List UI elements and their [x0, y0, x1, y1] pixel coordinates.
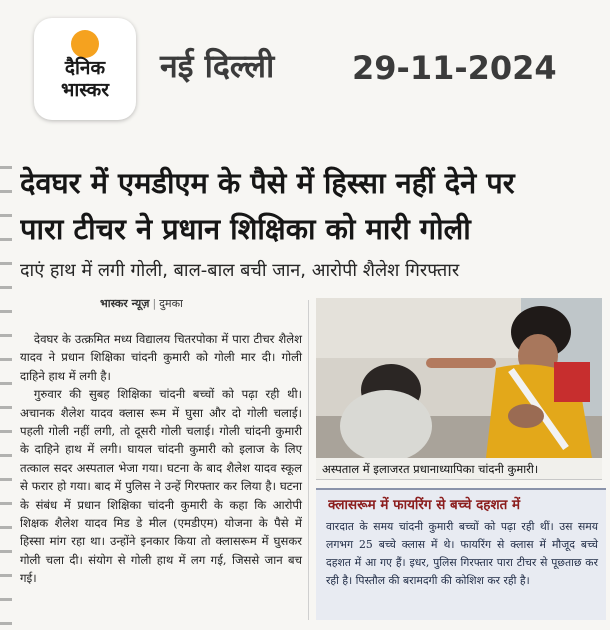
byline-place: दुमका [159, 297, 183, 310]
adjacent-column-edge [0, 150, 12, 630]
byline [100, 296, 183, 312]
sidebar-body: वारदात के समय चांदनी कुमारी बच्चों को पढ़ा रही थीं। उस समय लगभग 25 बच्चे क्लास में थे। फायरिंग से क्लास में मौजूद बच्चे दहशत में आ गए हैं। इधर, पुलिस गिरफ्तार पारा टीचर से पूछताछ कर रही है। पिस्तौल की बरामदगी की कोशिश कर रही है। [326, 520, 598, 587]
sidebar-title: क्लासरूम में फायरिंग से बच्चे दहशत में [328, 497, 521, 513]
headline-line-2: पारा टीचर ने प्रधान शिक्षिका को मारी गोली [20, 212, 471, 246]
hospital-photo-illustration [316, 298, 602, 458]
hospital-photo [316, 298, 602, 458]
photo-caption: अस्पताल में इलाजरत प्रधानाध्यापिका चांदनी कुमारी। [316, 458, 602, 480]
logo-text-line1: दैनिक [64, 57, 106, 79]
edition-date: 29-11-2024 [352, 49, 557, 87]
article-body [20, 330, 302, 588]
byline-separator: | [152, 297, 157, 310]
sidebar-box [316, 488, 606, 620]
article-paragraph-1: देवघर के उत्क्रमित मध्य विद्यालय चितरपोका में पारा टीचर शैलेश यादव ने प्रधान शिक्षिका चांदनी कुमारी को गोली मार दी। गोली दाहिने हाथ में लगी है। [20, 332, 302, 383]
logo-text-line2: भास्कर [60, 79, 110, 101]
column-divider [308, 300, 309, 620]
byline-source: भास्कर न्यूज़ [100, 297, 150, 310]
subheadline: दाएं हाथ में लगी गोली, बाल-बाल बची जान, आरोपी शैलेश गिरफ्तार [20, 260, 460, 281]
dainik-bhaskar-logo [34, 18, 136, 120]
article-paragraph-2: गुरुवार की सुबह शिक्षिका चांदनी बच्चों को पढ़ा रही थी। अचानक शैलेश यादव क्लास रूम में घुसा और दो गोली चलाई। पहली गोली नहीं लगी, तो दूसरी गोली चलाई। गोली चांदनी कुमारी के दाहिने हाथ में लगी। घायल चांदनी कुमारी को इलाज के लिए तत्काल सदर अस्पताल भेजा गया। घटना के बाद शैलेश यादव स्कूल से फरार हो गया। बाद में पुलिस ने उन्हें गिरफ्तार कर लिया है। घटना के संबंध में प्रधान शिक्षिका चांदनी कुमारी के कहा कि आरोपी शिक्षक शैलेश यादव मिड डे मील (एमडीएम) योजना के पैसे में हिस्सा मांग रहा था। उन्होंने इनकार किया तो क्लासरूम में घुसकर गोली चला दी। संयोग से गोली हाथ में लग गई, जिससे जान बच गई। [20, 387, 302, 586]
headline-line-1: देवघर में एमडीएम के पैसे में हिस्सा नहीं देने पर [20, 166, 515, 200]
edition-city: नई दिल्ली [160, 47, 275, 85]
sun-icon [71, 30, 99, 58]
